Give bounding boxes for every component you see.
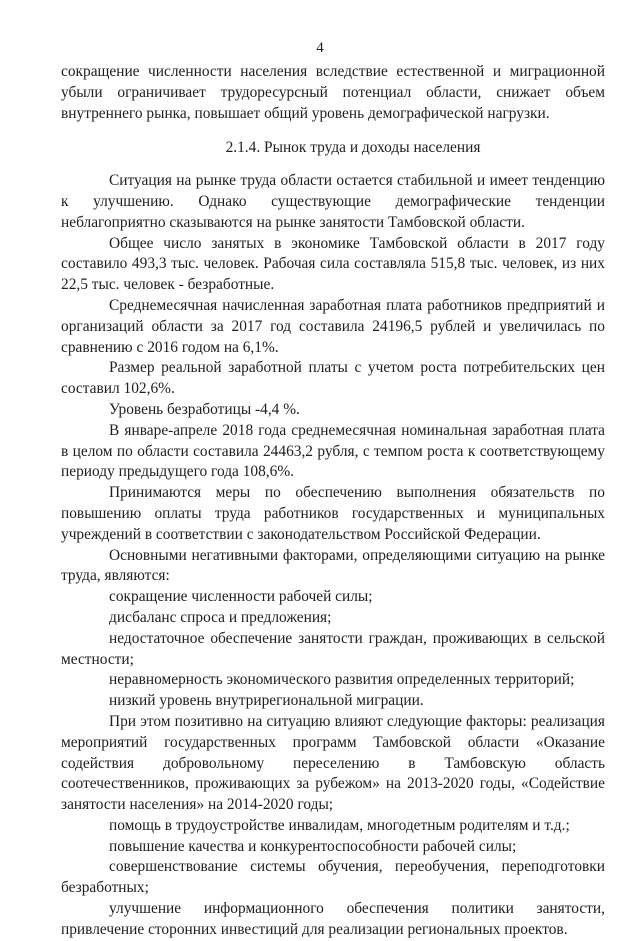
paragraph-negative-factors-intro: Основными негативными факторами, определяющими ситуацию на рынке труда, являются: [61,546,605,585]
list-item-negative-factor: низкий уровень внутрирегиональной миграции. [109,692,424,710]
paragraph-labor-market-situation: Ситуация на рынке труда области остается стабильной и имеет тенденцию к улучшению. Однако существующие демографические тенденции неблагоприятно сказываются на рынке занятости Тамбовской области. [61,172,605,231]
paragraph-real-wage: Размер реальной заработной платы с учетом роста потребительских цен составил 102,6%. [61,359,605,398]
list-item-negative-factor: неравномерность экономического развития определенных территорий; [109,671,575,689]
list-item-positive-factor: повышение качества и конкурентоспособности рабочей силы; [109,837,517,855]
paragraph-average-wage: Среднемесячная начисленная заработная плата работников предприятий и организаций области за 2017 год составила 24196,5 рублей и увеличилась по сравнению с 2016 годом на 6,1%. [61,296,605,356]
page-number: 4 [316,40,324,56]
list-item-negative-factor: недостаточное обеспечение занятости граждан, проживающих в сельской местности; [61,629,605,668]
list-item-positive-factor: помощь в трудоустройстве инвалидам, многодетным родителям и т.д.; [109,816,570,834]
paragraph-employment-count: Общее число занятых в экономике Тамбовской области в 2017 году составило 493,3 тыс. человек. Рабочая сила составляла 515,8 тыс. человек, из них 22,5 тыс. человек - безработные. [61,234,605,294]
paragraph-unemployment-rate: Уровень безработицы -4,4 %. [109,400,300,418]
list-item-negative-factor: сокращение численности рабочей силы; [109,588,373,606]
list-item-positive-factor: улучшение информационного обеспечения политики занятости, привлечение сторонних инвестиций для реализации региональных проектов. [61,900,605,938]
paragraph-positive-factors-intro: При этом позитивно на ситуацию влияют следующие факторы: реализация мероприятий государственных программ Тамбовской области «Оказание содействия добровольному переселению в Тамбовскую область соотечественников, проживающих за рубежом» на 2013-2020 годы, «Содействие занятости населения» на 2014-2020 годы; [61,712,605,814]
page-content [61,62,605,941]
list-item-negative-factor: дисбаланс спроса и предложения; [109,608,332,626]
paragraph-nominal-wage-2018: В январе-апреле 2018 года среднемесячная номинальная заработная плата в целом по области составила 24463,2 рубля, с темпом роста к соответствующему периоду предыдущего года 108,6%. [61,421,605,481]
intro-paragraph: сокращение численности населения вследствие естественной и миграционной убыли ограничивает трудоресурсный потенциал области, снижает объем внутреннего рынка, повышает общий уровень демографической нагрузки. [61,63,605,122]
paragraph-wage-measures: Принимаются меры по обеспечению выполнения обязательств по повышению оплаты труда работников государственных и муниципальных учреждений в соответствии с законодательством Российской Федерации. [61,484,605,543]
list-item-positive-factor: совершенствование системы обучения, переобучения, переподготовки безработных; [61,858,605,897]
section-heading: 2.1.4. Рынок труда и доходы населения [225,139,481,157]
